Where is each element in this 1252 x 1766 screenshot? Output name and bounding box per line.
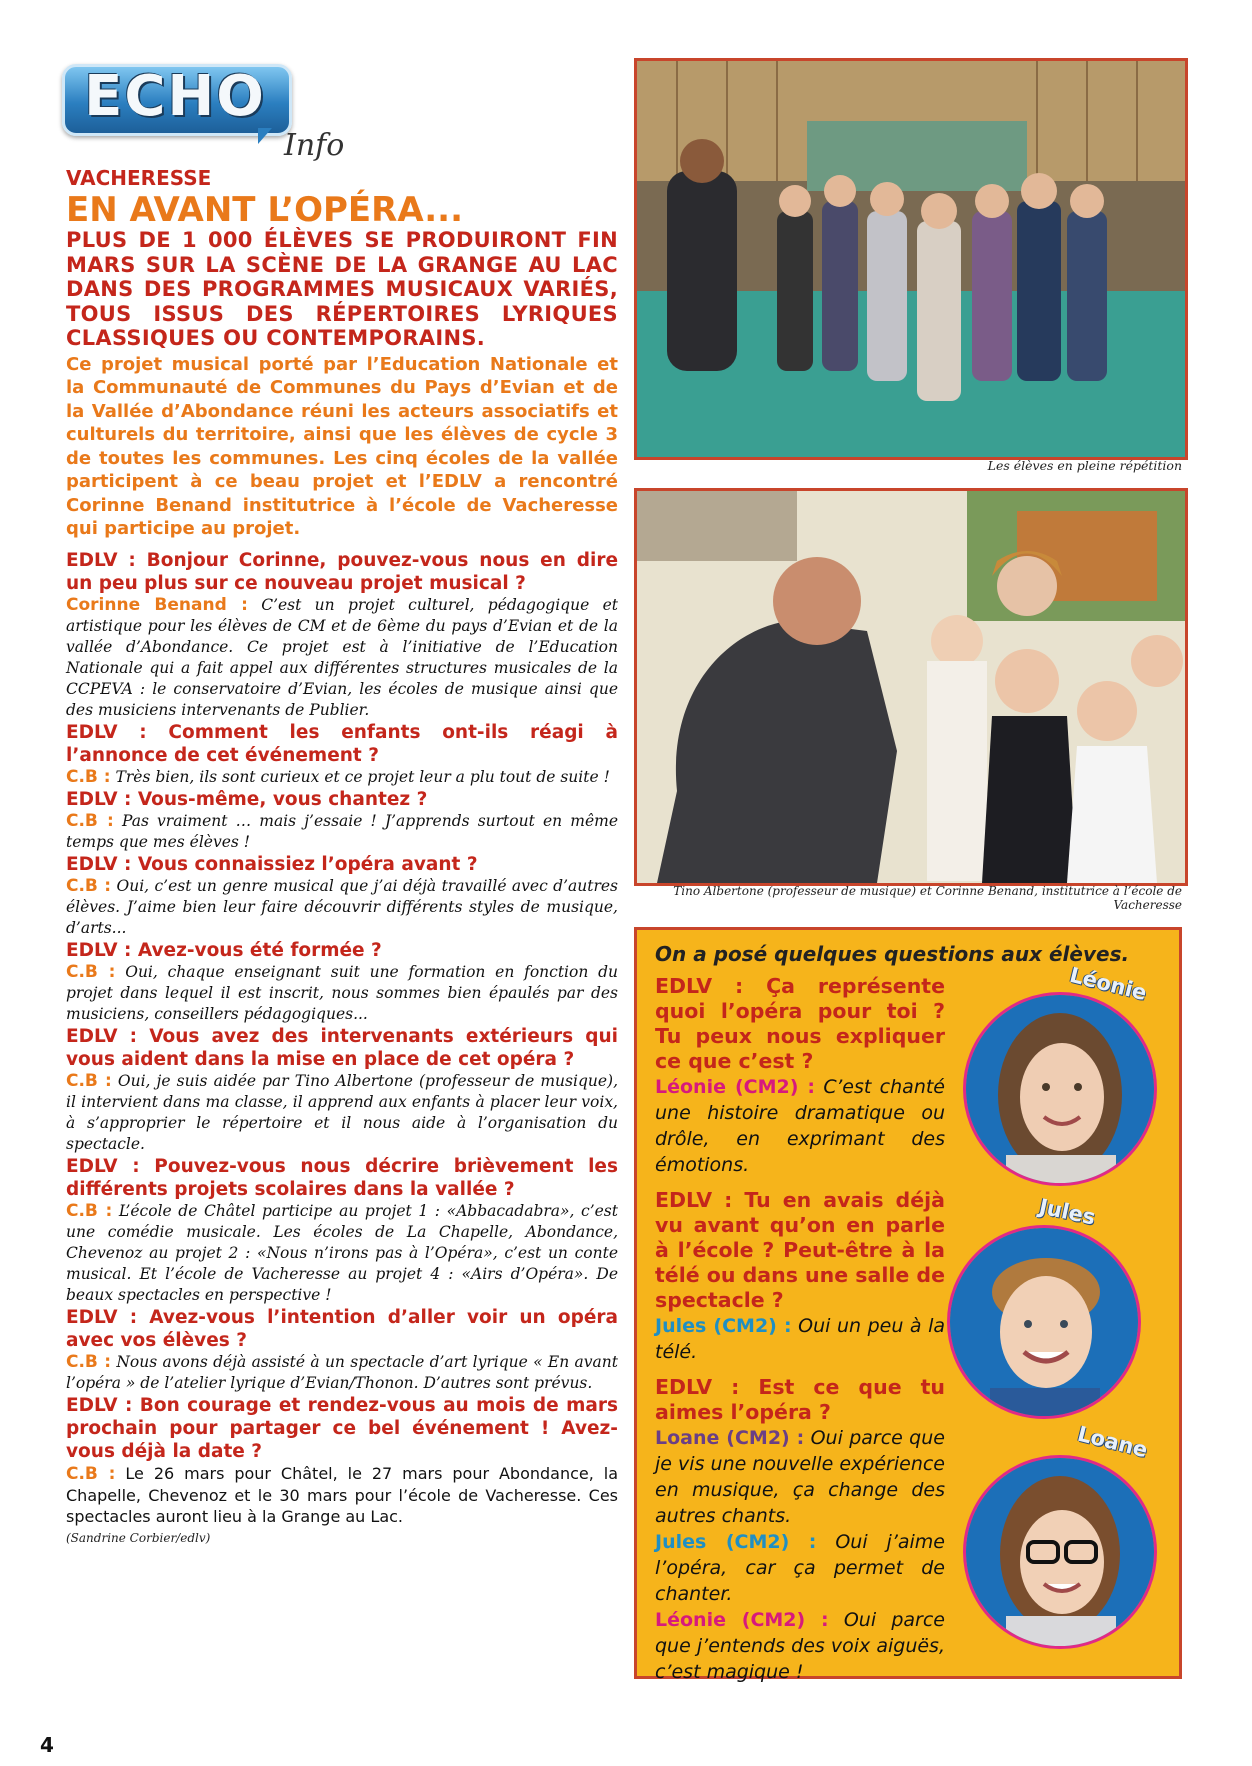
spacer [655, 1178, 945, 1188]
answer-speaker: C.B : [66, 810, 114, 831]
leonie-portrait [963, 992, 1157, 1186]
jules-portrait [947, 1225, 1141, 1419]
answer-text: Pas vraiment … mais j’essaie ! J’apprends surtout en même temps que mes élèves ! [66, 811, 618, 851]
student-question: EDLV : Ça représente quoi l’opéra pour toi ? Tu peux nous expliquer ce que c’est ? [655, 974, 945, 1073]
interview [66, 549, 618, 1527]
echo-info-logo [62, 64, 362, 174]
photo-caption-2: Tino Albertone (professeur de musique) et Corinne Benand, institutrice à l’école de Vacheresse [673, 884, 1182, 912]
answer-speaker: C.B : [66, 1070, 112, 1091]
student-answer-text: Oui j’aime l’opéra, car ça permet de chanter. [655, 1531, 945, 1605]
answer-speaker: Corinne Benand : [66, 594, 248, 615]
student-answer-text: C’est chanté une histoire dramatique ou drôle, en exprimant des émotions. [655, 1076, 945, 1176]
logo-word: ECHO [84, 64, 266, 129]
interview-question: EDLV : Vous connaissiez l’opéra avant ? [66, 853, 478, 875]
student-answer [655, 1425, 945, 1529]
page-number: 4 [40, 1733, 54, 1757]
answer-text: Oui, je suis aidée par Tino Albertone (professeur de musique), il intervient dans ma classe, il apprend aux enfants à placer leur voix, à s’approprier le répertoire et il nous aide à l’organisation du spectacle. [66, 1071, 618, 1153]
interview-question: EDLV : Bon courage et rendez-vous au mois de mars prochain pour partager ce bel événement ! Avez-vous déjà la date ? [66, 1394, 618, 1462]
student-answer [655, 1607, 945, 1685]
student-answer [655, 1529, 945, 1607]
logo-bubble-tail [258, 128, 272, 144]
logo-subtitle: Info [284, 128, 345, 163]
student-answer-text: Oui un peu à la télé. [655, 1315, 945, 1363]
leonie-name-label: Léonie [1067, 962, 1150, 1006]
student-name: Léonie (CM2) : [655, 1609, 829, 1631]
student-name: Jules (CM2) : [655, 1315, 792, 1337]
student-question: EDLV : Est ce que tu aimes l’opéra ? [655, 1375, 945, 1424]
interview-question: EDLV : Comment les enfants ont-ils réagi à l’annonce de cet événement ? [66, 721, 618, 766]
answer-speaker: C.B : [66, 875, 112, 896]
students-qa [655, 974, 945, 1685]
box-title: On a posé quelques questions aux élèves. [655, 942, 1130, 966]
interview-answer [66, 595, 618, 721]
article-kicker: VACHERESSE [66, 166, 212, 190]
interview-answer [66, 876, 618, 939]
article [66, 166, 618, 1545]
students-interview-box [634, 927, 1182, 1683]
loane-portrait [963, 1455, 1157, 1649]
interview-question: EDLV : Vous-même, vous chantez ? [66, 788, 428, 810]
answer-speaker: C.B : [66, 1200, 113, 1221]
answer-speaker: C.B : [66, 1463, 116, 1484]
student-answer-text: Oui parce que je vis une nouvelle expérience en musique, ça change des autres chants. [655, 1427, 945, 1527]
article-credit: (Sandrine Corbier/edlv) [66, 1530, 211, 1545]
article-title: EN AVANT L’OPÉRA... [66, 190, 464, 230]
article-intro: Ce projet musical porté par l’Education Nationale et la Communauté de Communes du Pays d’Evian et de la Vallée d’Abondance réuni les acteurs associatifs et culturels du territoire, ainsi que les élèves de cycle 3 de toutes les communes. Les cinq écoles de la vallée participent à ce beau projet et l’EDLV a rencontré Corinne Benand institutrice à l’école de Vacheresse qui participe au projet. [66, 353, 618, 539]
answer-text: C’est un projet culturel, pédagogique et artistique pour les élèves de CM et de 6ème du pays d’Evian et de la vallée d’Abondance. Ce projet est à l’initiative de l’Education Nationale qui a fait appel aux différentes structures musicales de la CCPEVA : le conservatoire d’Evian, les écoles de musique ainsi que des musiciens intervenants de Publier. [66, 595, 618, 719]
student-name: Léonie (CM2) : [655, 1076, 815, 1098]
student-answer [655, 1074, 945, 1178]
student-answer [655, 1313, 945, 1365]
loane-name-label: Loane [1075, 1421, 1151, 1463]
interview-question: EDLV : Vous avez des intervenants extérieurs qui vous aident dans la mise en place de cet opéra ? [66, 1025, 618, 1070]
interview-question: EDLV : Avez-vous été formée ? [66, 939, 382, 961]
answer-text: L’école de Châtel participe au projet 1 : «Abbacadabra», c’est une comédie musicale. Les écoles de La Chapelle, Abondance, Chevenoz au projet 2 : «Nous n’irons pas à l’Opéra», c’est un conte musical. Et l’école de Vacheresse au projet 4 : «Airs d’Opéra». De beaux spectacles en perspective ! [66, 1201, 618, 1304]
student-name: Jules (CM2) : [655, 1531, 817, 1553]
answer-text: Nous avons déjà assisté à un spectacle d’art lyrique « En avant l’opéra » de l’atelier lyrique d’Evian/Thonon. D’autres sont prévus. [66, 1352, 619, 1392]
conductor-photo [634, 488, 1188, 886]
answer-speaker: C.B : [66, 961, 116, 982]
answer-text: Oui, c’est un genre musical que j’ai déjà travaillé avec d’autres élèves. J’aime bien leur faire découvrir différents styles de musique, d’arts... [66, 876, 618, 937]
interview-answer [66, 767, 618, 788]
rehearsal-photo [634, 58, 1188, 460]
interview-question: EDLV : Avez-vous l’intention d’aller voir un opéra avec vos élèves ? [66, 1306, 618, 1351]
answer-text: Oui, chaque enseignant suit une formation en fonction du projet dans lequel il est inscrit, nous sommes bien épaulés par des musiciens, conseillers pédagogiques... [66, 962, 619, 1023]
interview-answer [66, 962, 618, 1025]
interview-question: EDLV : Pouvez-vous nous décrire brièvement les différents projets scolaires dans la vallée ? [66, 1155, 618, 1200]
jules-name-label: Jules [1037, 1194, 1098, 1230]
interview-answer [66, 1201, 618, 1306]
interview-answer [66, 1352, 618, 1394]
spacer [655, 1365, 945, 1375]
interview-answer [66, 811, 618, 853]
student-question: EDLV : Tu en avais déjà vu avant qu’on en parle à l’école ? Peut-être à la télé ou dans une salle de spectacle ? [655, 1188, 945, 1312]
answer-text: Très bien, ils sont curieux et ce projet leur a plu tout de suite ! [115, 767, 610, 786]
answer-text: Le 26 mars pour Châtel, le 27 mars pour Abondance, la Chapelle, Chevenoz et le 30 mars pour l’école de Vacheresse. Ces spectacles auront lieu à la Grange au Lac. [66, 1463, 619, 1526]
answer-speaker: C.B : [66, 766, 111, 787]
student-answer-text: Oui parce que j’entends des voix aiguës, c’est magique ! [655, 1609, 945, 1683]
student-name: Loane (CM2) : [655, 1427, 805, 1449]
article-lead: PLUS DE 1 000 ÉLÈVES SE PRODUIRONT FIN MARS SUR LA SCÈNE DE LA GRANGE AU LAC DANS DES PROGRAMMES MUSICAUX VARIÉS, TOUS ISSUS DES RÉPERTOIRES LYRIQUES CLASSIQUES OU CONTEMPORAINS. [66, 228, 618, 350]
interview-question: EDLV : Bonjour Corinne, pouvez-vous nous en dire un peu plus sur ce nouveau projet musical ? [66, 549, 618, 594]
photo-caption-1: Les élèves en pleine répétition [987, 458, 1182, 473]
interview-answer [66, 1463, 618, 1527]
answer-speaker: C.B : [66, 1351, 112, 1372]
interview-answer [66, 1071, 618, 1155]
